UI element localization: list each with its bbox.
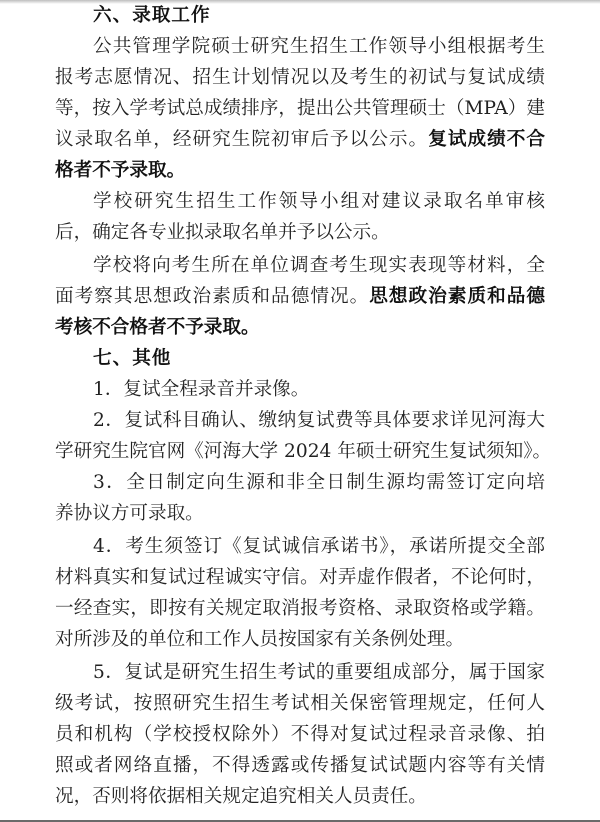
paragraph-line: 等，按入学考试总成绩排序，提出公共管理硕士（MPA）建	[55, 98, 545, 119]
list-item-3-cont: 养协议方可录取。	[55, 503, 204, 524]
list-item-1: 1．复试全程录音并录像。	[93, 379, 310, 400]
emphasis-line: 考核不合格者不予录取。	[55, 317, 260, 338]
paragraph-text: 面考察其思想政治素质和品德情况。	[55, 286, 370, 307]
list-item-5-cont: 员和机构（学校授权除外）不得对复试过程录音录像、拍	[55, 724, 545, 745]
paragraph-line-mixed	[55, 124, 545, 155]
list-item-3: 3．全日制定向生源和非全日制生源均需签订定向培	[93, 472, 545, 493]
emphasis-text: 思想政治素质和品德	[369, 286, 545, 307]
paragraph-line-mixed	[55, 281, 545, 312]
list-item-4-cont: 材料真实和复试过程诚实守信。对弄虚作假者，不论何时，	[55, 567, 545, 588]
section-heading-admission: 六、录取工作	[93, 5, 211, 26]
list-item-5: 5．复试是研究生招生考试的重要组成部分，属于国家	[93, 662, 545, 683]
paragraph-line: 学校将向考生所在单位调查考生现实表现等材料，全	[93, 255, 545, 276]
list-item-4-cont: 一经查实，即按有关规定取消报考资格、录取资格或学籍。	[55, 598, 545, 619]
paragraph-line: 公共管理学院硕士研究生招生工作领导小组根据考生	[93, 36, 545, 57]
paragraph-line: 学校研究生招生工作领导小组对建议录取名单审核	[93, 191, 545, 212]
section-heading-other: 七、其他	[93, 348, 172, 369]
list-item-2-cont: 学研究生院官网《河海大学 2024 年硕士研究生复试须知》。	[55, 441, 552, 462]
paragraph-text: 议录取名单，经研究生院初审后予以公示。	[55, 129, 429, 150]
emphasis-text: 复试成绩不合	[428, 129, 545, 150]
paragraph-line: 后，确定各专业拟录取名单并予以公示。	[55, 222, 390, 243]
list-item-4-cont: 对所涉及的单位和工作人员按国家有关条例处理。	[55, 629, 465, 650]
list-item-2: 2．复试科目确认、缴纳复试费等具体要求详见河海大	[93, 410, 545, 431]
list-item-5-cont: 况，否则将依据相关规定追究相关人员责任。	[55, 786, 427, 807]
list-item-5-cont: 照或者网络直播，不得透露或传播复试试题内容等有关情	[55, 755, 545, 776]
paragraph-line: 报考志愿情况、招生计划情况以及考生的初试与复试成绩	[55, 67, 545, 88]
list-item-4: 4．考生须签订《复试诚信承诺书》，承诺所提交全部	[93, 536, 545, 557]
list-item-5-cont: 级考试，按照研究生招生考试相关保密管理规定，任何人	[55, 693, 545, 714]
emphasis-line: 格者不予录取。	[55, 160, 186, 181]
